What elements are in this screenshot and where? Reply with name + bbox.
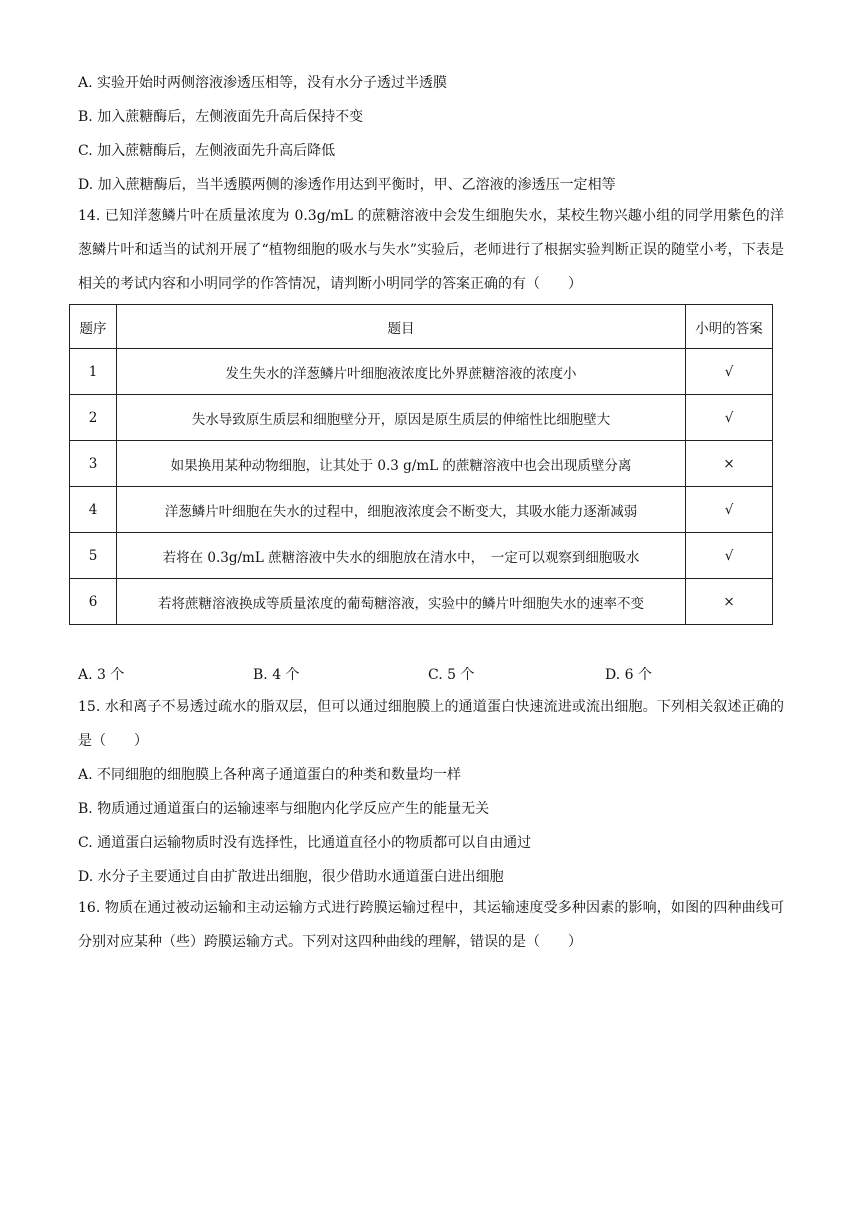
q13-option-b: B. 加入蔗糖酶后，左侧液面先升高后保持不变 [78,109,364,125]
q13-option-c: C. 加入蔗糖酶后，左侧液面先升高后降低 [78,143,336,159]
row-question: 若将在 0.3g/mL 蔗糖溶液中失水的细胞放在清水中， 一定可以观察到细胞吸水 [117,533,686,579]
table-row [70,533,773,579]
row-question: 如果换用某种动物细胞，让其处于 0.3 g/mL 的蔗糖溶液中也会出现质壁分离 [117,441,686,487]
table-row [70,487,773,533]
table-row [70,395,773,441]
row-answer: × [686,441,773,487]
q13-option-a: A. 实验开始时两侧溶液渗透压相等，没有水分子透过半透膜 [78,75,448,91]
q15-stem: 15. 水和离子不易透过疏水的脂双层，但可以通过细胞膜上的通道蛋白快速流进或流出细胞。下列相关叙述正确的是（ ） [78,699,784,749]
q14-table [69,304,773,625]
row-answer: × [686,579,773,625]
row-number: 3 [70,441,117,487]
q14-option-d: D. 6 个 [605,667,652,683]
table-row [70,441,773,487]
q14-option-a: A. 3 个 [78,667,125,683]
row-number: 5 [70,533,117,579]
row-question: 发生失水的洋葱鳞片叶细胞液浓度比外界蔗糖溶液的浓度小 [117,349,686,395]
row-question: 若将蔗糖溶液换成等质量浓度的葡萄糖溶液，实验中的鳞片叶细胞失水的速率不变 [117,579,686,625]
q14-stem: 14. 已知洋葱鳞片叶在质量浓度为 0.3g/mL 的蔗糖溶液中会发生细胞失水，某校生物兴趣小组的同学用紫色的洋葱鳞片叶和适当的试剂开展了“植物细胞的吸水与失水”实验后，老师进行了根据实验判断正误的随堂小考，下表是相关的考试内容和小明同学的作答情况，请判断小明同学的答案正确的有（ ） [78,208,784,292]
row-question: 失水导致原生质层和细胞壁分开，原因是原生质层的伸缩性比细胞壁大 [117,395,686,441]
table-row [70,579,773,625]
q15-option-d: D. 水分子主要通过自由扩散进出细胞，很少借助水通道蛋白进出细胞 [78,869,504,885]
q15-option-b: B. 物质通过通道蛋白的运输速率与细胞内化学反应产生的能量无关 [78,801,490,817]
row-number: 2 [70,395,117,441]
row-number: 6 [70,579,117,625]
q14-option-b: B. 4 个 [253,667,300,683]
row-answer: √ [686,533,773,579]
row-question: 洋葱鳞片叶细胞在失水的过程中，细胞液浓度会不断变大，其吸水能力逐渐减弱 [117,487,686,533]
q13-option-d: D. 加入蔗糖酶后，当半透膜两侧的渗透作用达到平衡时，甲、乙溶液的渗透压一定相等 [78,177,616,193]
row-number: 4 [70,487,117,533]
q15-option-a: A. 不同细胞的细胞膜上各种离子通道蛋白的种类和数量均一样 [78,767,462,783]
q15-option-c: C. 通道蛋白运输物质时没有选择性，比通道直径小的物质都可以自由通过 [78,835,532,851]
q14-option-c: C. 5 个 [428,667,475,683]
header-number: 题序 [70,305,117,349]
table-header-row [70,305,773,349]
header-answer: 小明的答案 [686,305,773,349]
row-answer: √ [686,395,773,441]
row-answer: √ [686,487,773,533]
header-question: 题目 [117,305,686,349]
row-number: 1 [70,349,117,395]
q16-stem: 16. 物质在通过被动运输和主动运输方式进行跨膜运输过程中，其运输速度受多种因素的影响，如图的四种曲线可分别对应某种（些）跨膜运输方式。下列对这四种曲线的理解，错误的是（ ） [78,900,784,950]
row-answer: √ [686,349,773,395]
q14-options [78,664,784,684]
table-row [70,349,773,395]
